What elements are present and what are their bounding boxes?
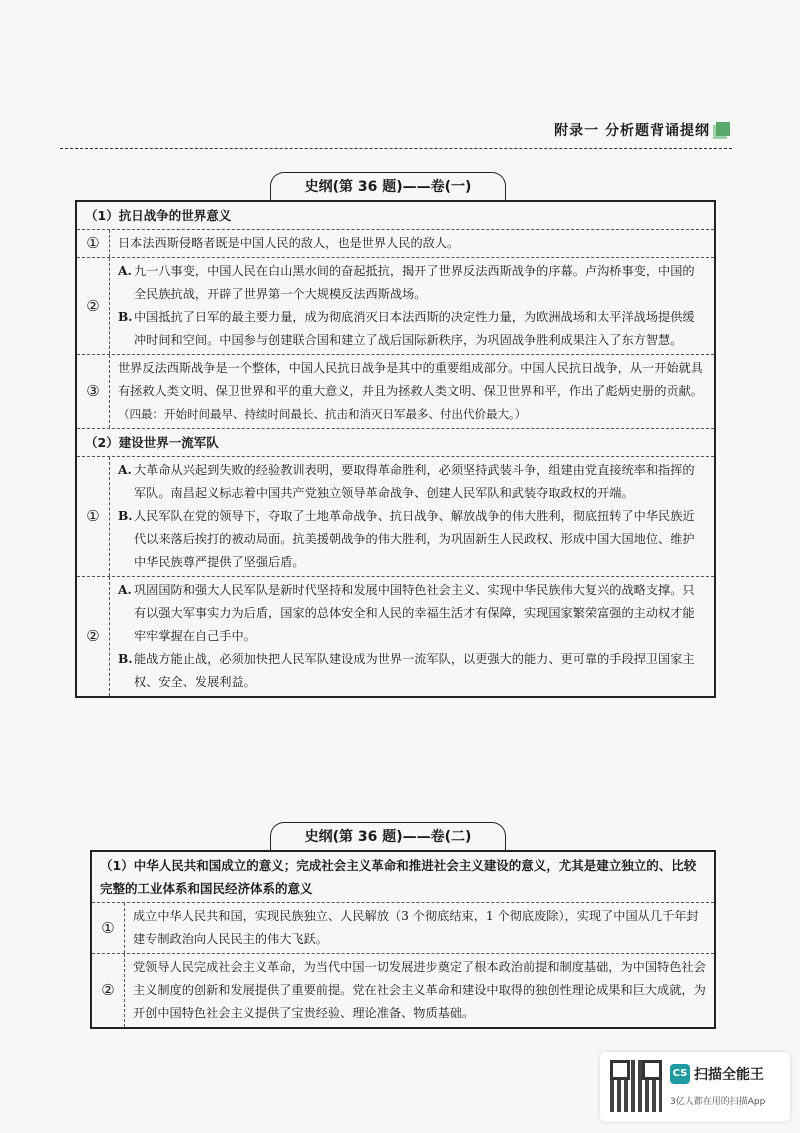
- item-text: 巩固国防和强大人民军队是新时代坚持和发展中国特色社会主义、实现中华民族伟大复兴的战略支撑。只有以强大军事实力为后盾，国家的总体安全和人民的幸福生活才有保障，实现国家繁荣富强的主动权才能牢牢掌握在自己手中。: [134, 583, 695, 643]
- item-label: A.: [118, 463, 132, 477]
- table-row: [77, 355, 714, 429]
- row-number: ①: [92, 903, 125, 953]
- page-header: [60, 118, 732, 149]
- item-text: 人民军队在党的领导下，夺取了土地革命战争、抗日战争、解放战争的伟大胜利，彻底扭转了中华民族近代以来落后挨打的被动局面。抗美援朝战争的伟大胜利，为巩固新生人民政权、形成中国大国地位、维护中华民族尊严提供了坚强后盾。: [134, 509, 695, 569]
- item-label: B.: [118, 310, 133, 324]
- green-square-icon: [716, 122, 730, 136]
- item-text: 大革命从兴起到失败的经验教训表明，要取得革命胜利，必须坚持武装斗争，组建由党直接统率和指挥的军队。南昌起义标志着中国共产党独立领导革命战争、创建人民军队和武装夺取政权的开端。: [134, 463, 695, 500]
- list-item: [118, 579, 706, 648]
- item-label: B.: [118, 509, 133, 523]
- list-item: [118, 648, 706, 694]
- item-text: 能战方能止战，必须加快把人民军队建设成为世界一流军队，以更强大的能力、更可靠的手段捍卫国家主权、安全、发展利益。: [134, 652, 695, 689]
- row-note: （四最：开始时间最早、持续时间最长、抗击和消灭日军最多、付出代价最大。）: [118, 407, 527, 421]
- row-number: ②: [77, 258, 110, 354]
- section2-tab: 史纲(第 36 题)——卷(二): [270, 822, 506, 851]
- item-text: 中国抵抗了日军的最主要力量，成为彻底消灭日本法西斯的决定性力量，为欧洲战场和太平洋战场提供缓冲时间和空间。中国参与创建联合国和建立了战后国际新秩序，为巩固战争胜利成果注入了东方智慧。: [134, 310, 695, 347]
- row-text: 成立中华人民共和国，实现民族独立、人民解放（3 个彻底结束，1 个彻底废除），实现了中国从几千年封建专制政治向人民民主的伟大飞跃。: [133, 909, 699, 946]
- row-content: [110, 355, 714, 428]
- row-content: [125, 954, 714, 1027]
- table-row: [77, 577, 714, 696]
- scanner-name: 扫描全能王: [694, 1067, 764, 1083]
- row-text: 党领导人民完成社会主义革命，为当代中国一切发展进步奠定了根本政治前提和制度基础，为中国特色社会主义制度的创新和发展提供了重要前提。党在社会主义革命和建设中取得的独创性理论成果和巨大成就，为开创中国特色社会主义提供了宝贵经验、理论准备、物质基础。: [133, 960, 706, 1020]
- list-item: [118, 459, 706, 505]
- table-row: [92, 954, 714, 1027]
- item-label: B.: [118, 652, 133, 666]
- row-number: ②: [77, 577, 110, 696]
- table-row: [77, 258, 714, 355]
- row-number: ③: [77, 355, 110, 428]
- header-title: 附录一 分析题背诵提纲: [554, 123, 710, 139]
- table-row: [77, 230, 714, 258]
- row-content: [110, 258, 714, 354]
- row-content: [110, 457, 714, 576]
- scanner-watermark: [600, 1052, 790, 1122]
- scanner-slogan: 3亿人都在用的扫描App: [670, 1097, 766, 1107]
- section1-part1-heading: （1）抗日战争的世界意义: [77, 202, 714, 230]
- section2-part1-heading: （1）中华人民共和国成立的意义；完成社会主义革命和推进社会主义建设的意义，尤其是建立独立的、比较完整的工业体系和国民经济体系的意义: [92, 852, 714, 903]
- section2-table: [90, 850, 716, 1029]
- list-item: [118, 505, 706, 574]
- list-item: [118, 306, 706, 352]
- item-text: 九一八事变，中国人民在白山黑水间的奋起抵抗，揭开了世界反法西斯战争的序幕。卢沟桥事变，中国的全民族抗战，开辟了世界第一个大规模反法西斯战场。: [134, 264, 695, 301]
- item-label: A.: [118, 583, 132, 597]
- list-item: [118, 260, 706, 306]
- row-number: ②: [92, 954, 125, 1027]
- section1-part2-heading: （2）建设世界一流军队: [77, 429, 714, 457]
- table-row: [77, 457, 714, 577]
- table-row: [92, 903, 714, 954]
- section1-table: [75, 200, 716, 698]
- section1-tab: 史纲(第 36 题)——卷(一): [270, 172, 506, 201]
- row-content: [125, 903, 714, 953]
- row-number: ①: [77, 457, 110, 576]
- row-content: [110, 577, 714, 696]
- row-text: 世界反法西斯战争是一个整体，中国人民抗日战争是其中的重要组成部分。中国人民抗日战争，从一开始就具有拯救人类文明、保卫世界和平的重大意义，并且为拯救人类文明、保卫世界和平，作出了彪炳史册的贡献。: [118, 361, 703, 398]
- row-text: 日本法西斯侵略者既是中国人民的敌人，也是世界人民的敌人。: [118, 236, 460, 250]
- row-content: [110, 230, 714, 257]
- row-number: ①: [77, 230, 110, 257]
- item-label: A.: [118, 264, 132, 278]
- cs-logo-icon: CS: [670, 1064, 690, 1084]
- qr-code-icon: [610, 1060, 662, 1112]
